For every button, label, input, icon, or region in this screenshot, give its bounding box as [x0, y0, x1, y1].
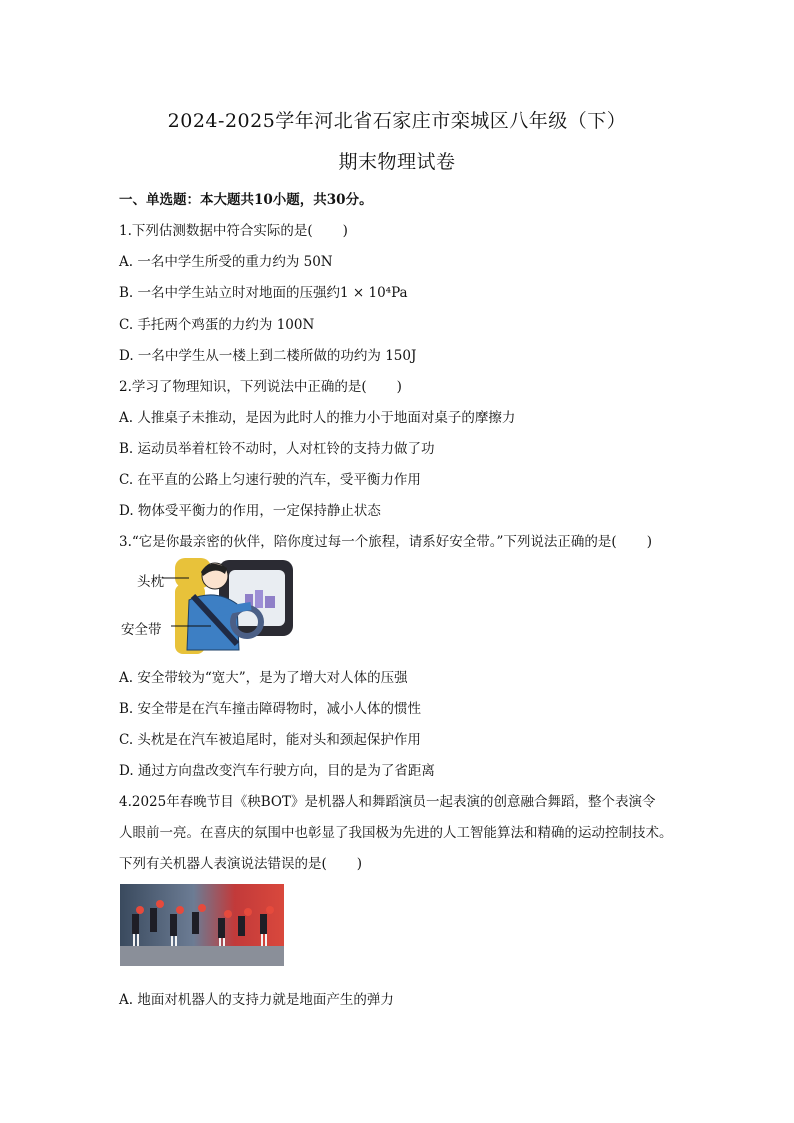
question-3-text: 3.“它是你最亲密的伙伴，陪你度过每一个旅程，请系好安全带。”下列说法正确的是( — [119, 534, 617, 550]
question-4-option-a: A. 地面对机器人的支持力就是地面产生的弹力 — [119, 992, 394, 1008]
question-4-close: ) — [356, 856, 363, 872]
question-2-stem — [119, 375, 402, 395]
leg-shape — [265, 934, 267, 946]
question-2-close: ) — [396, 379, 402, 395]
question-1-stem — [119, 219, 348, 239]
question-3-option-a: A. 安全带较为“宽大”，是为了增大对人体的压强 — [119, 670, 408, 686]
question-3-option-c: C. 头枕是在汽车被追尾时，能对头和颈起保护作用 — [119, 732, 421, 748]
handkerchief-shape — [266, 906, 274, 914]
question-1-option-d: D. 一名中学生从一楼上到二楼所做的功约为 150J — [119, 348, 417, 364]
question-2-option-d: D. 物体受平衡力的作用，一定保持静止状态 — [119, 503, 381, 519]
question-2-option-a: A. 人推桌子未推动，是因为此时人的推力小于地面对桌子的摩擦力 — [119, 410, 516, 426]
robot-figure — [238, 916, 245, 936]
leg-shape — [171, 936, 173, 946]
leg-shape — [261, 934, 263, 946]
handkerchief-shape — [136, 906, 144, 914]
question-4-stem-line3 — [119, 852, 362, 872]
headrest-label: 头枕 — [137, 574, 164, 590]
seatbelt-figure — [119, 556, 299, 656]
robot-dance-photo — [120, 884, 284, 966]
leg-shape — [219, 938, 221, 946]
leg-shape — [175, 936, 177, 946]
leg-shape — [223, 938, 225, 946]
robot-figure — [218, 918, 225, 938]
seatbelt-label: 安全带 — [121, 622, 162, 638]
question-3-close: ) — [646, 534, 652, 550]
question-4-text: 下列有关机器人表演说法错误的是( — [119, 856, 327, 872]
handkerchief-shape — [198, 904, 206, 912]
exam-title-line2: 期末物理试卷 — [338, 151, 456, 173]
exam-title-line1: 2024-2025学年河北省石家庄市栾城区八年级（下） — [167, 110, 627, 132]
question-4-stem-line1: 4.2025年春晚节目《秧BOT》是机器人和舞蹈演员一起表演的创意融合舞蹈，整个表演令 — [119, 794, 656, 810]
question-1-option-a: A. 一名中学生所受的重力约为 50N — [119, 254, 333, 270]
question-3-stem — [119, 530, 652, 550]
handkerchief-shape — [176, 906, 184, 914]
section-heading: 一、单选题：本大题共10小题，共30分。 — [119, 192, 373, 208]
building-shape — [265, 596, 275, 608]
robot-figure — [170, 914, 177, 936]
question-1-option-c: C. 手托两个鸡蛋的力约为 100N — [119, 317, 315, 333]
question-1-option-b: B. 一名中学生站立时对地面的压强约1 × 10⁴Pa — [119, 285, 408, 301]
building-shape — [255, 590, 263, 608]
robot-figure — [260, 914, 267, 934]
question-2-option-c: C. 在平直的公路上匀速行驶的汽车，受平衡力作用 — [119, 472, 421, 488]
robot-figure — [192, 912, 199, 934]
leg-shape — [133, 934, 135, 946]
robot-dance-image — [120, 884, 284, 966]
robot-figure — [150, 908, 157, 932]
question-3-option-d: D. 通过方向盘改变汽车行驶方向，目的是为了省距离 — [119, 763, 435, 779]
handkerchief-shape — [224, 910, 232, 918]
question-1-text: 1.下列估测数据中符合实际的是( — [119, 223, 313, 239]
question-1-close: ) — [342, 223, 348, 239]
question-2-text: 2.学习了物理知识，下列说法中正确的是( — [119, 379, 367, 395]
handkerchief-shape — [156, 900, 164, 908]
question-3-option-b: B. 安全带是在汽车撞击障碍物时，减小人体的惯性 — [119, 701, 422, 717]
question-4-stem-line2: 人眼前一亮。在喜庆的氛围中也彰显了我国极为先进的人工智能算法和精确的运动控制技术。 — [119, 825, 673, 841]
leg-shape — [137, 934, 139, 946]
robot-figure — [132, 914, 139, 934]
handkerchief-shape — [244, 908, 252, 916]
stage-floor — [120, 946, 284, 966]
question-2-option-b: B. 运动员举着杠铃不动时，人对杠铃的支持力做了功 — [119, 441, 435, 457]
